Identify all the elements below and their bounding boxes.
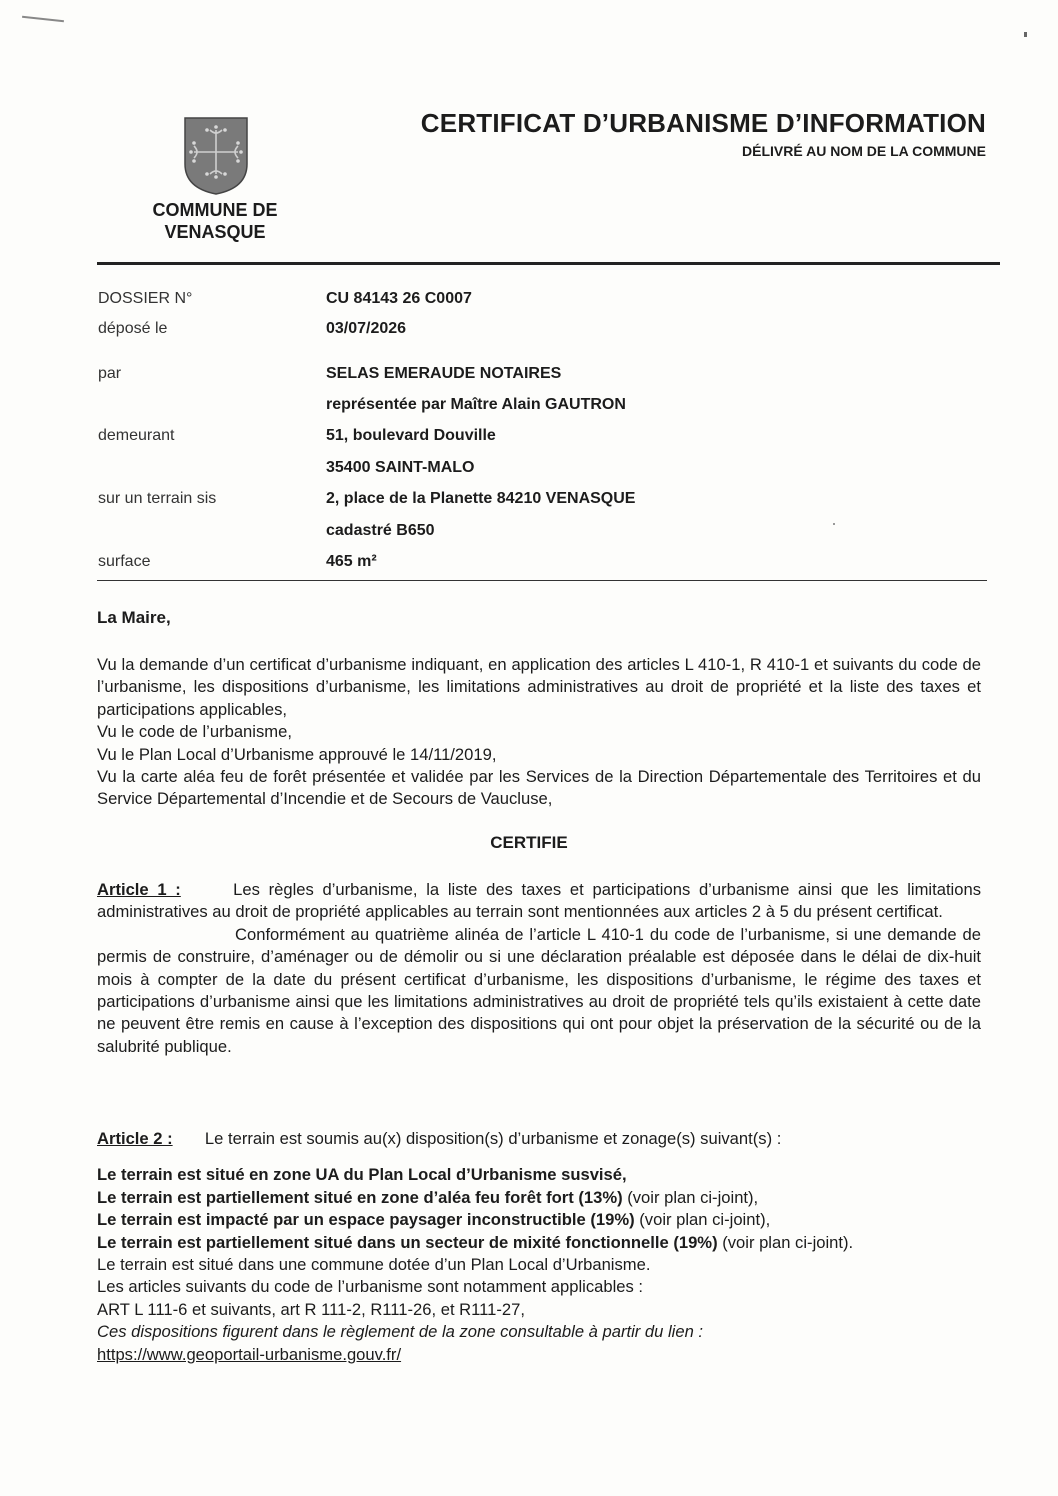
dossier-value: CU 84143 26 C0007 xyxy=(326,290,472,307)
articles-line: Les articles suivants du code de l’urbanisme sont notamment applicables : xyxy=(97,1277,644,1297)
geoportail-link[interactable]: https://www.geoportail-urbanisme.gouv.fr/ xyxy=(97,1344,402,1364)
spacer xyxy=(97,1150,981,1164)
preamble-vu: Vu le Plan Local d’Urbanisme approuvé le 14/11/2019, xyxy=(97,744,497,764)
dossier-label: sur un terrain sis xyxy=(98,490,217,507)
dossier-value: représentée par Maître Alain GAUTRON xyxy=(326,396,626,413)
article-1-paragraph xyxy=(97,879,981,924)
page-subtitle: DÉLIVRÉ AU NOM DE LA COMMUNE xyxy=(742,143,986,159)
preamble-vu: Vu la demande d’un certificat d’urbanisme indiquant, en application des articles L 410-1, R 410-1 et suivants du code de l’urbanisme, les dispositions d’urbanisme, les limitations administratives au droit de propriété et la liste des taxes et participations applicables, xyxy=(97,655,981,719)
zone-line xyxy=(97,1232,981,1254)
zone-line-note: (voir plan ci-joint), xyxy=(634,1210,771,1230)
zone-line-note: (voir plan ci-joint). xyxy=(717,1232,854,1252)
articles-list: ART L 111-6 et suivants, art R 111-2, R111-26, et R111-27, xyxy=(97,1299,525,1319)
commune-name xyxy=(120,199,310,243)
dossier-label: par xyxy=(98,365,122,382)
regulation-note: Ces dispositions figurent dans le règlement de la zone consultable à partir du lien : xyxy=(97,1322,704,1342)
preamble-vu: Vu le code de l’urbanisme, xyxy=(97,722,292,742)
certifie-heading: CERTIFIE xyxy=(490,833,568,852)
occitan-cross-shield-icon xyxy=(183,116,249,196)
scan-artifact xyxy=(22,16,64,22)
zone-line-bold: Le terrain est partiellement situé en zone d’aléa feu forêt fort (13%) xyxy=(97,1187,623,1207)
dossier-value: 465 m² xyxy=(326,553,377,570)
article-1 xyxy=(97,879,981,1058)
article-1-text: Les règles d’urbanisme, la liste des taxes et participations d’urbanisme ainsi que les limitations administratives au droit de propriété applicables au terrain sont mentionnées aux articles 2 à 5 du présent certificat. xyxy=(97,880,981,922)
dossier-value: cadastré B650 xyxy=(326,522,435,539)
preamble-vu: Vu la carte aléa feu de forêt présentée et validée par les Services de la Direction Départementale des Territoires et du Service Départemental d’Incendie et de Secours de Vaucluse, xyxy=(97,767,981,809)
commune-line1: COMMUNE DE xyxy=(152,200,278,220)
zone-line xyxy=(97,1209,981,1231)
dossier-value: 51, boulevard Douville xyxy=(326,427,496,444)
dossier-label: demeurant xyxy=(98,427,175,444)
zone-line xyxy=(97,1187,981,1209)
divider xyxy=(97,262,1000,265)
article-2-intro-line xyxy=(97,1128,981,1150)
dossier-value: SELAS EMERAUDE NOTAIRES xyxy=(326,365,562,382)
preamble xyxy=(97,654,981,811)
zone-line: Le terrain est situé en zone UA du Plan Local d’Urbanisme susvisé, xyxy=(97,1165,627,1185)
greeting: La Maire, xyxy=(97,608,171,627)
dossier-value: 2, place de la Planette 84210 VENASQUE xyxy=(326,490,636,507)
zone-line-bold: Le terrain est partiellement situé dans un secteur de mixité fonctionnelle (19%) xyxy=(97,1232,718,1252)
dossier-label: surface xyxy=(98,553,151,570)
dossier-label: déposé le xyxy=(98,320,168,337)
dossier-label: DOSSIER N° xyxy=(98,290,193,307)
article-2 xyxy=(97,1128,981,1366)
zone-line-note: (voir plan ci-joint), xyxy=(622,1187,759,1207)
dossier-value: 35400 SAINT-MALO xyxy=(326,459,475,476)
plu-line: Le terrain est situé dans une commune dotée d’un Plan Local d’Urbanisme. xyxy=(97,1255,651,1275)
zone-line-bold: Le terrain est impacté par un espace paysager inconstructible (19%) xyxy=(97,1210,635,1230)
article-1-label: Article 1 : xyxy=(97,880,181,899)
scan-artifact xyxy=(833,523,835,525)
article-2-intro: Le terrain est soumis au(x) disposition(s) d’urbanisme et zonage(s) suivant(s) : xyxy=(204,1129,782,1148)
article-2-label: Article 2 : xyxy=(97,1129,173,1148)
scan-artifact xyxy=(1024,32,1027,37)
commune-line2: VENASQUE xyxy=(164,222,266,242)
page-title: CERTIFICAT D’URBANISME D’INFORMATION xyxy=(420,108,986,138)
dossier-value: 03/07/2026 xyxy=(326,320,407,337)
divider xyxy=(97,580,987,581)
article-1-text2: Conformément au quatrième alinéa de l’article L 410-1 du code de l’urbanisme, si une demande de permis de construire, d’aménager ou de démolir ou si une déclaration préalable est déposée dans le délai de dix-huit mois à compter de la date du présent certificat d’urbanisme, les dispositions d’urbanisme, le régime des taxes et participations d’urbanisme ainsi que les limitations administratives au droit de propriété tels qu’ils existaient à cette date ne peuvent être remis en cause à l’exception des dispositions qui ont pour objet la préservation de la sécurité ou de la salubrité publique. xyxy=(97,924,981,1056)
